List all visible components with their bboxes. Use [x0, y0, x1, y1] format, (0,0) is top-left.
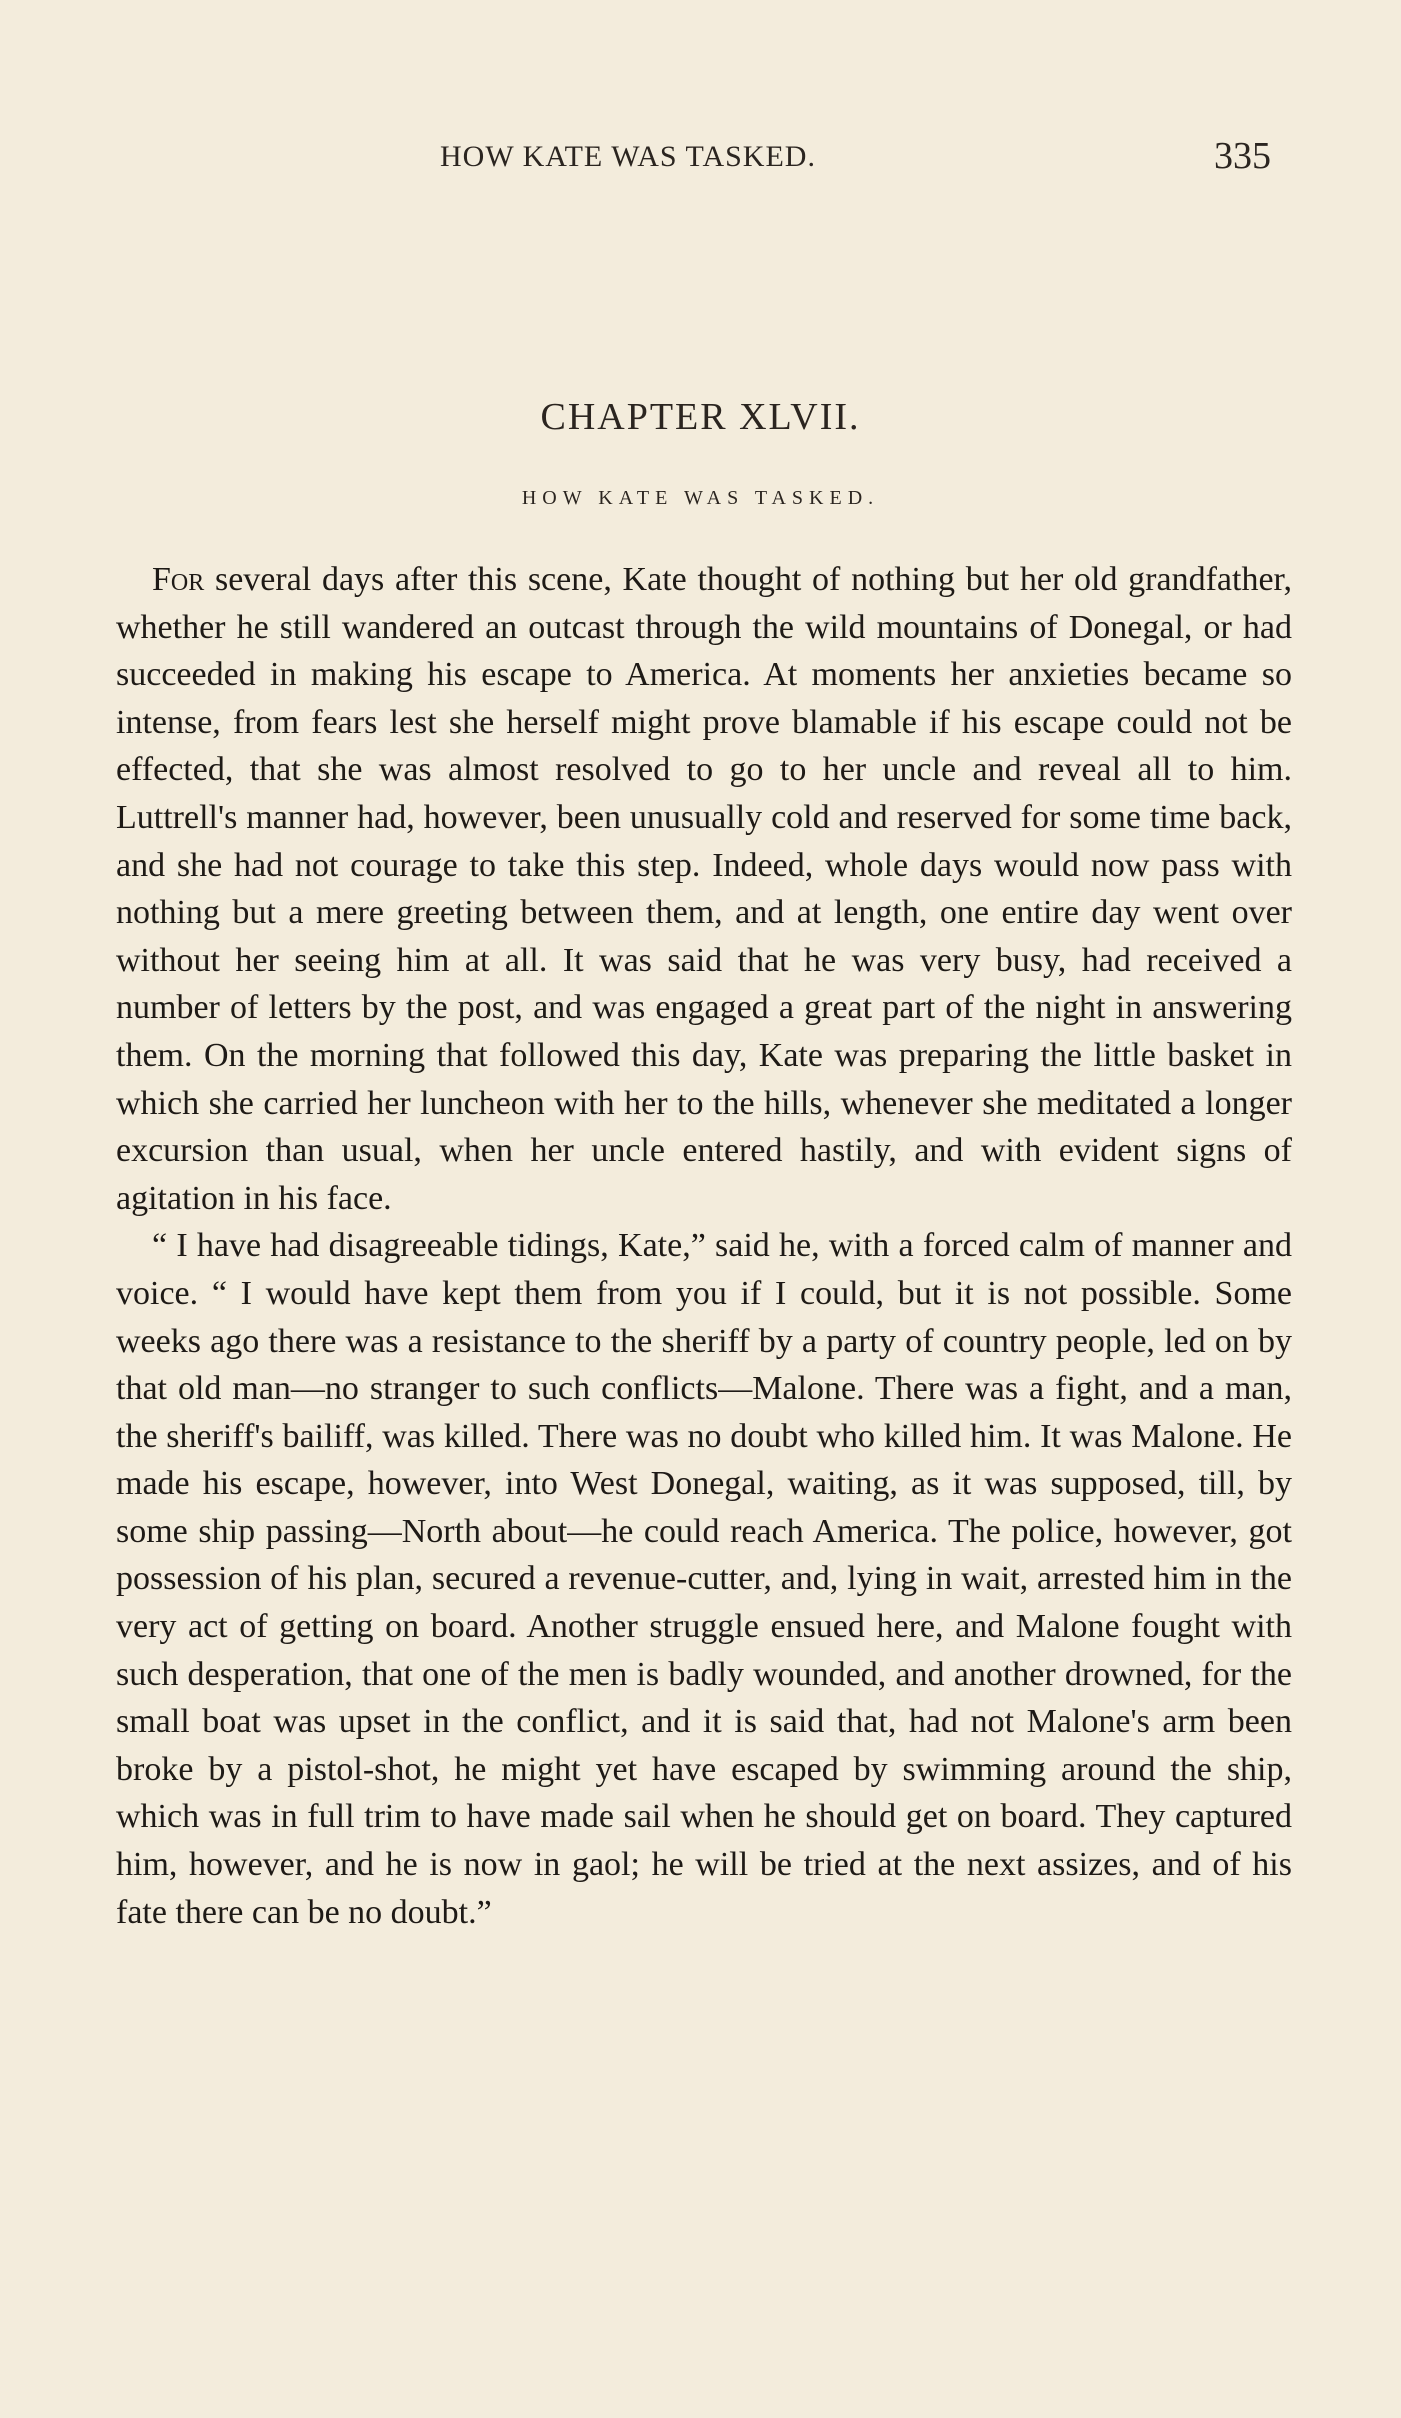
- paragraph-1: [116, 556, 1292, 1222]
- body-text: [116, 556, 1292, 1936]
- paragraph-2: “ I have had disagreeable tidings, Kate,” said he, with a forced calm of manner and voice. “ I would have kept them from you if I could, but it is not possible. Some weeks ago there was a resistance to the sheriff by a party of country people, led on by that old man—no stranger to such conflicts—Malone. There was a fight, and a man, the sheriff's bailiff, was killed. There was no doubt who killed him. It was Malone. He made his escape, however, into West Donegal, waiting, as it was supposed, till, by some ship passing—North about—he could reach America. The police, however, got possession of his plan, secured a revenue-cutter, and, lying in wait, arrested him in the very act of getting on board. Another struggle ensued here, and Malone fought with such desperation, that one of the men is badly wounded, and another drowned, for the small boat was upset in the conflict, and it is said that, had not Malone's arm been broke by a pistol-shot, he might yet have escaped by swimming around the ship, which was in full trim to have made sail when he should get on board. They captured him, however, and he is now in gaol; he will be tried at the next assizes, and of his fate there can be no doubt.”: [116, 1227, 1292, 1931]
- chapter-title: CHAPTER XLVII.: [540, 396, 861, 438]
- paragraph-1-text: several days after this scene, Kate thought of nothing but her old grandfather, whether he still wandered an outcast through the wild mountains of Donegal, or had succeeded in making his escape to America. At moments her anxieties became so intense, from fears lest she herself might prove blamable if his escape could not be effected, that she was almost resolved to go to her uncle and reveal all to him. Luttrell's manner had, however, been unusually cold and reserved for some time back, and she had not courage to take this step. Indeed, whole days would now pass with nothing but a mere greeting between them, and at length, one entire day went over without her seeing him at all. It was said that he was very busy, had received a number of letters by the post, and was engaged a great part of the night in answering them. On the morning that followed this day, Kate was preparing the little basket in which she carried her luncheon with her to the hills, whenever she meditated a longer excursion than usual, when her uncle entered hastily, and with evident signs of agitation in his face.: [116, 561, 1292, 1217]
- page-number: 335: [1214, 135, 1271, 177]
- chapter-subtitle: HOW KATE WAS TASKED.: [521, 487, 880, 509]
- paragraph-1-lead-word: For: [152, 561, 205, 598]
- running-head-title: HOW KATE WAS TASKED.: [440, 140, 816, 173]
